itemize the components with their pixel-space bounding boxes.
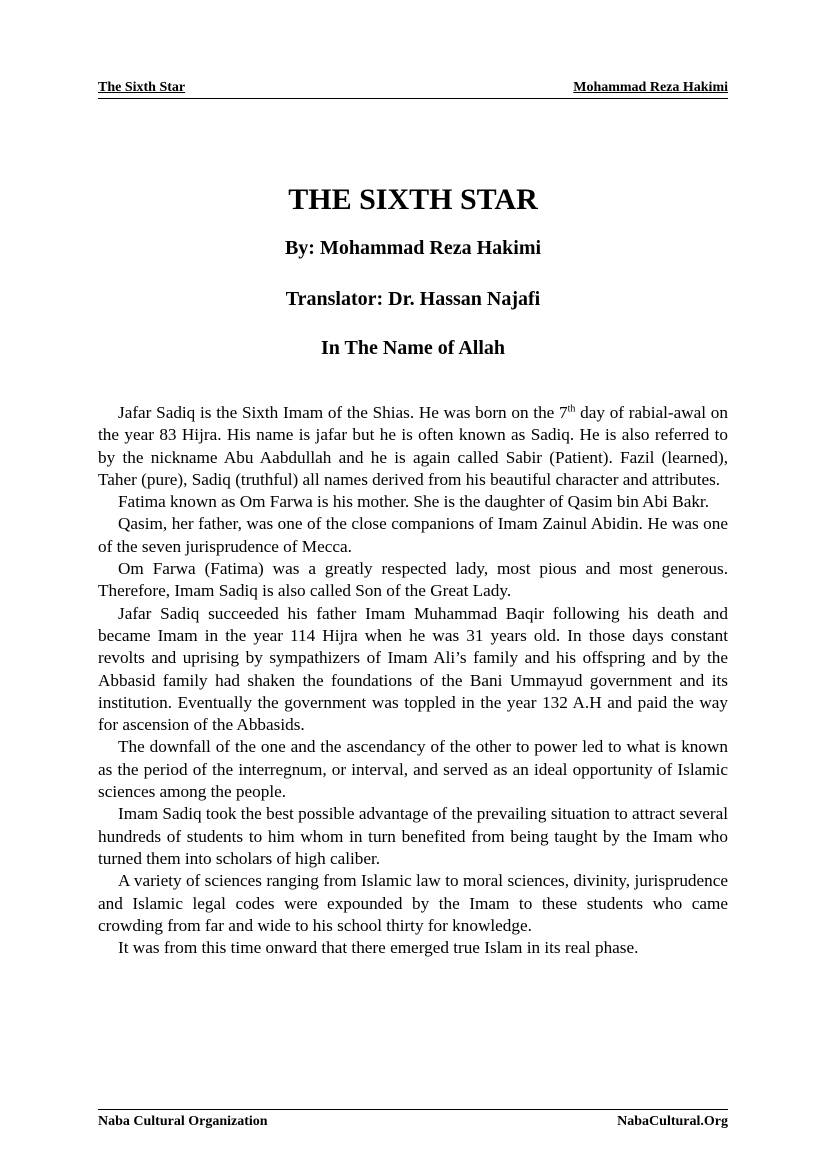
header-book-title: The Sixth Star <box>98 80 186 95</box>
paragraph <box>98 402 728 491</box>
page-header <box>98 80 728 99</box>
paragraph: A variety of sciences ranging from Islamic law to moral sciences, divinity, jurisprudence and Islamic legal codes were expounded by the Imam to these students who came crowding from far and wide to his school thirty for knowledge. <box>98 871 728 935</box>
paragraph: Om Farwa (Fatima) was a greatly respected lady, most pious and most generous. Therefore, Imam Sadiq is also called Son of the Great Lady. <box>98 559 728 601</box>
paragraph: Imam Sadiq took the best possible advantage of the prevailing situation to attract several hundreds of students to him whom in turn benefited from being taught by the Imam who turned them into scholars of high caliber. <box>98 804 728 868</box>
paragraph-text-end: day of rabial-awal on the year 83 Hijra. His name is jafar but he is often known as Sadiq. He is also referred to by the nickname Abu Aabdullah and he is again called Sabir (Patient). Fazil (learned), Taher (pure), Sadiq (truthful) all names derived from his beautiful character and attributes. <box>98 403 728 489</box>
paragraph-text-start: Jafar Sadiq is the Sixth Imam of the Shias. He was born on the 7 <box>118 403 568 422</box>
bismillah-heading: In The Name of Allah <box>320 337 506 359</box>
footer-organization: Naba Cultural Organization <box>98 1114 268 1129</box>
body-text <box>98 402 728 959</box>
header-author: Mohammad Reza Hakimi <box>573 80 728 95</box>
paragraph: Jafar Sadiq succeeded his father Imam Muhammad Baqir following his death and became Imam in the year 114 Hijra when he was 31 years old. In those days constant revolts and uprising by sympathizers of Imam Ali’s family and his offspring and by the Abbasid family had shaken the foundations of the Bani Ummayud government and its institution. Eventually the government was toppled in the year 132 A.H and paid the way for ascension of the Abbasids. <box>98 603 728 735</box>
ordinal-superscript: th <box>567 403 576 415</box>
document-title: THE SIXTH STAR <box>288 183 538 216</box>
page-footer <box>98 1109 728 1132</box>
footer-website: NabaCultural.Org <box>617 1114 728 1129</box>
paragraph: The downfall of the one and the ascendancy of the other to power led to what is known as the period of the interregnum, or interval, and served as an ideal opportunity of Islamic sciences among the people. <box>98 737 728 802</box>
paragraph: It was from this time onward that there emerged true Islam in its real phase. <box>118 938 639 958</box>
paragraph: Fatima known as Om Farwa is his mother. She is the daughter of Qasim bin Abi Bakr. <box>118 492 709 512</box>
translator-line: Translator: Dr. Hassan Najafi <box>285 288 541 310</box>
author-byline: By: Mohammad Reza Hakimi <box>284 237 542 259</box>
paragraph: Qasim, her father, was one of the close companions of Imam Zainul Abidin. He was one of the seven jurisprudence of Mecca. <box>98 514 728 556</box>
